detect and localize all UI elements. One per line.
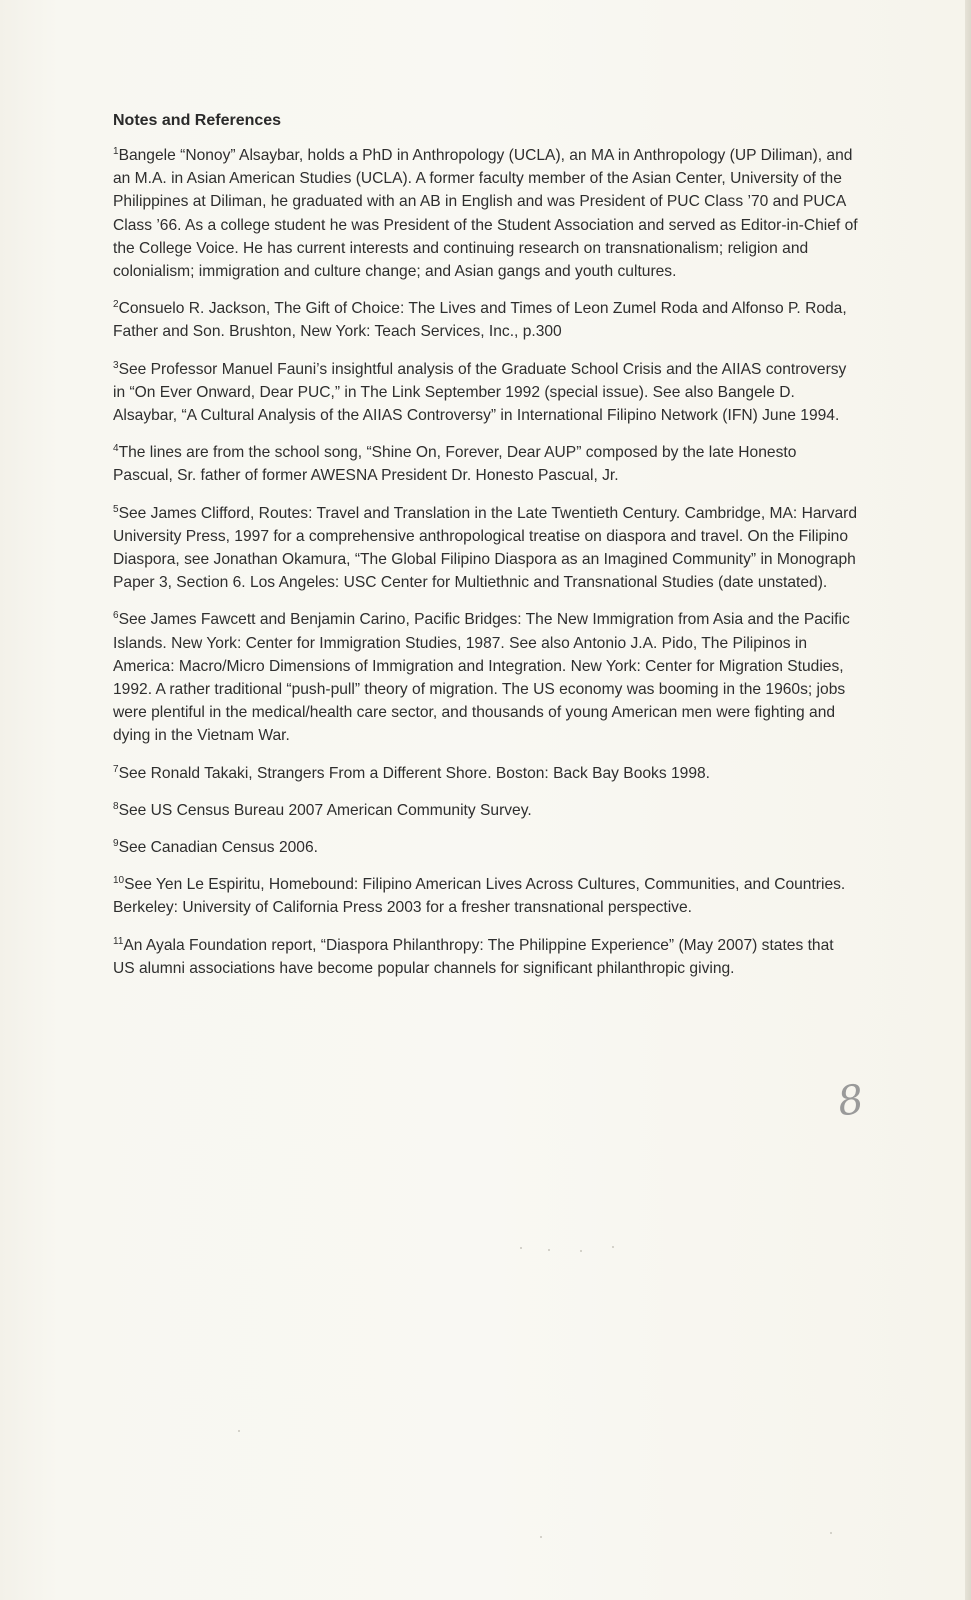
note-7	[113, 762, 858, 785]
scan-speck	[238, 1430, 240, 1432]
note-number: 9	[113, 838, 119, 850]
notes-section	[113, 112, 858, 994]
note-text: Consuelo R. Jackson, The Gift of Choice: The Lives and Times of Leon Zumel Roda and Alfonso P. Roda, Father and Son. Brushton, New York: Teach Services, Inc., p.300	[113, 300, 847, 341]
note-number: 3	[113, 359, 119, 371]
scan-speck	[580, 1250, 582, 1252]
note-number: 4	[113, 443, 119, 455]
note-11	[113, 934, 858, 980]
scan-speck	[540, 1536, 542, 1538]
note-text: Bangele “Nonoy” Alsaybar, holds a PhD in Anthropology (UCLA), an MA in Anthropology (UP Diliman), and an M.A. in Asian American Studies (UCLA). A former faculty member of the Asian Center, University of the Philippines at Diliman, he graduated with an AB in English and was President of PUC Class ’70 and PUCA Class ’66. As a college student he was President of the Student Association and served as Editor-in-Chief of the College Voice. He has current interests and continuing research on transnationalism; religion and colonialism; immigration and culture change; and Asian gangs and youth cultures.	[113, 147, 858, 281]
scan-speck	[548, 1249, 550, 1251]
note-number: 6	[113, 610, 119, 622]
note-number: 10	[113, 875, 125, 887]
note-5	[113, 502, 858, 595]
scan-speck	[612, 1246, 614, 1248]
scan-speck	[830, 1532, 832, 1534]
note-3	[113, 358, 858, 428]
note-text: See James Fawcett and Benjamin Carino, Pacific Bridges: The New Immigration from Asia and the Pacific Islands. New York: Center for Immigration Studies, 1987. See also Antonio J.A. Pido, The Pilipinos in America: Macro/Micro Dimensions of Immigration and Integration. New York: Center for Migration Studies, 1992. A rather traditional “push-pull” theory of migration. The US economy was booming in the 1960s; jobs were plentiful in the medical/health care sector, and thousands of young American men were fighting and dying in the Vietnam War.	[113, 611, 850, 745]
note-text: See Yen Le Espiritu, Homebound: Filipino American Lives Across Cultures, Communities, and Countries. Berkeley: University of California Press 2003 for a fresher transnational perspective.	[113, 876, 846, 917]
note-number: 11	[113, 935, 124, 947]
note-text: See Canadian Census 2006.	[118, 839, 318, 857]
note-8	[113, 799, 858, 822]
note-text: See Professor Manuel Fauni’s insightful analysis of the Graduate School Crisis and the AIIAS controversy in “On Ever Onward, Dear PUC,” in The Link September 1992 (special issue). See also Bangele D. Alsaybar, “A Cultural Analysis of the AIIAS Controversy” in International Filipino Network (IFN) June 1994.	[113, 360, 847, 425]
note-number: 2	[113, 299, 119, 311]
note-1	[113, 144, 858, 283]
note-number: 5	[113, 503, 119, 515]
note-number: 8	[113, 800, 119, 812]
note-2	[113, 297, 858, 343]
note-number: 1	[113, 146, 119, 157]
scan-speck	[520, 1247, 522, 1249]
note-9	[113, 836, 858, 859]
note-10	[113, 873, 858, 919]
note-4	[113, 441, 858, 487]
note-number: 7	[113, 763, 119, 775]
page-edge	[965, 0, 971, 1600]
note-text: See Ronald Takaki, Strangers From a Different Shore. Boston: Back Bay Books 1998.	[118, 764, 710, 782]
note-text: See US Census Bureau 2007 American Community Survey.	[118, 801, 532, 819]
handwritten-page-number: 8	[834, 1076, 867, 1126]
note-6	[113, 608, 858, 747]
note-text: See James Clifford, Routes: Travel and Translation in the Late Twentieth Century. Cambridge, MA: Harvard University Press, 1997 for a comprehensive anthropological treatise on diaspora and travel. On the Filipino Diaspora, see Jonathan Okamura, “The Global Filipino Diaspora as an Imagined Community” in Monograph Paper 3, Section 6. Los Angeles: USC Center for Multiethnic and Transnational Studies (date unstated).	[113, 504, 858, 592]
section-title: Notes and References	[113, 112, 282, 129]
note-text: An Ayala Foundation report, “Diaspora Philanthropy: The Philippine Experience” (May 2007) states that US alumni associations have become popular channels for significant philanthropic giving.	[113, 936, 834, 977]
note-text: The lines are from the school song, “Shine On, Forever, Dear AUP” composed by the late Honesto Pascual, Sr. father of former AWESNA President Dr. Honesto Pascual, Jr.	[113, 444, 797, 485]
